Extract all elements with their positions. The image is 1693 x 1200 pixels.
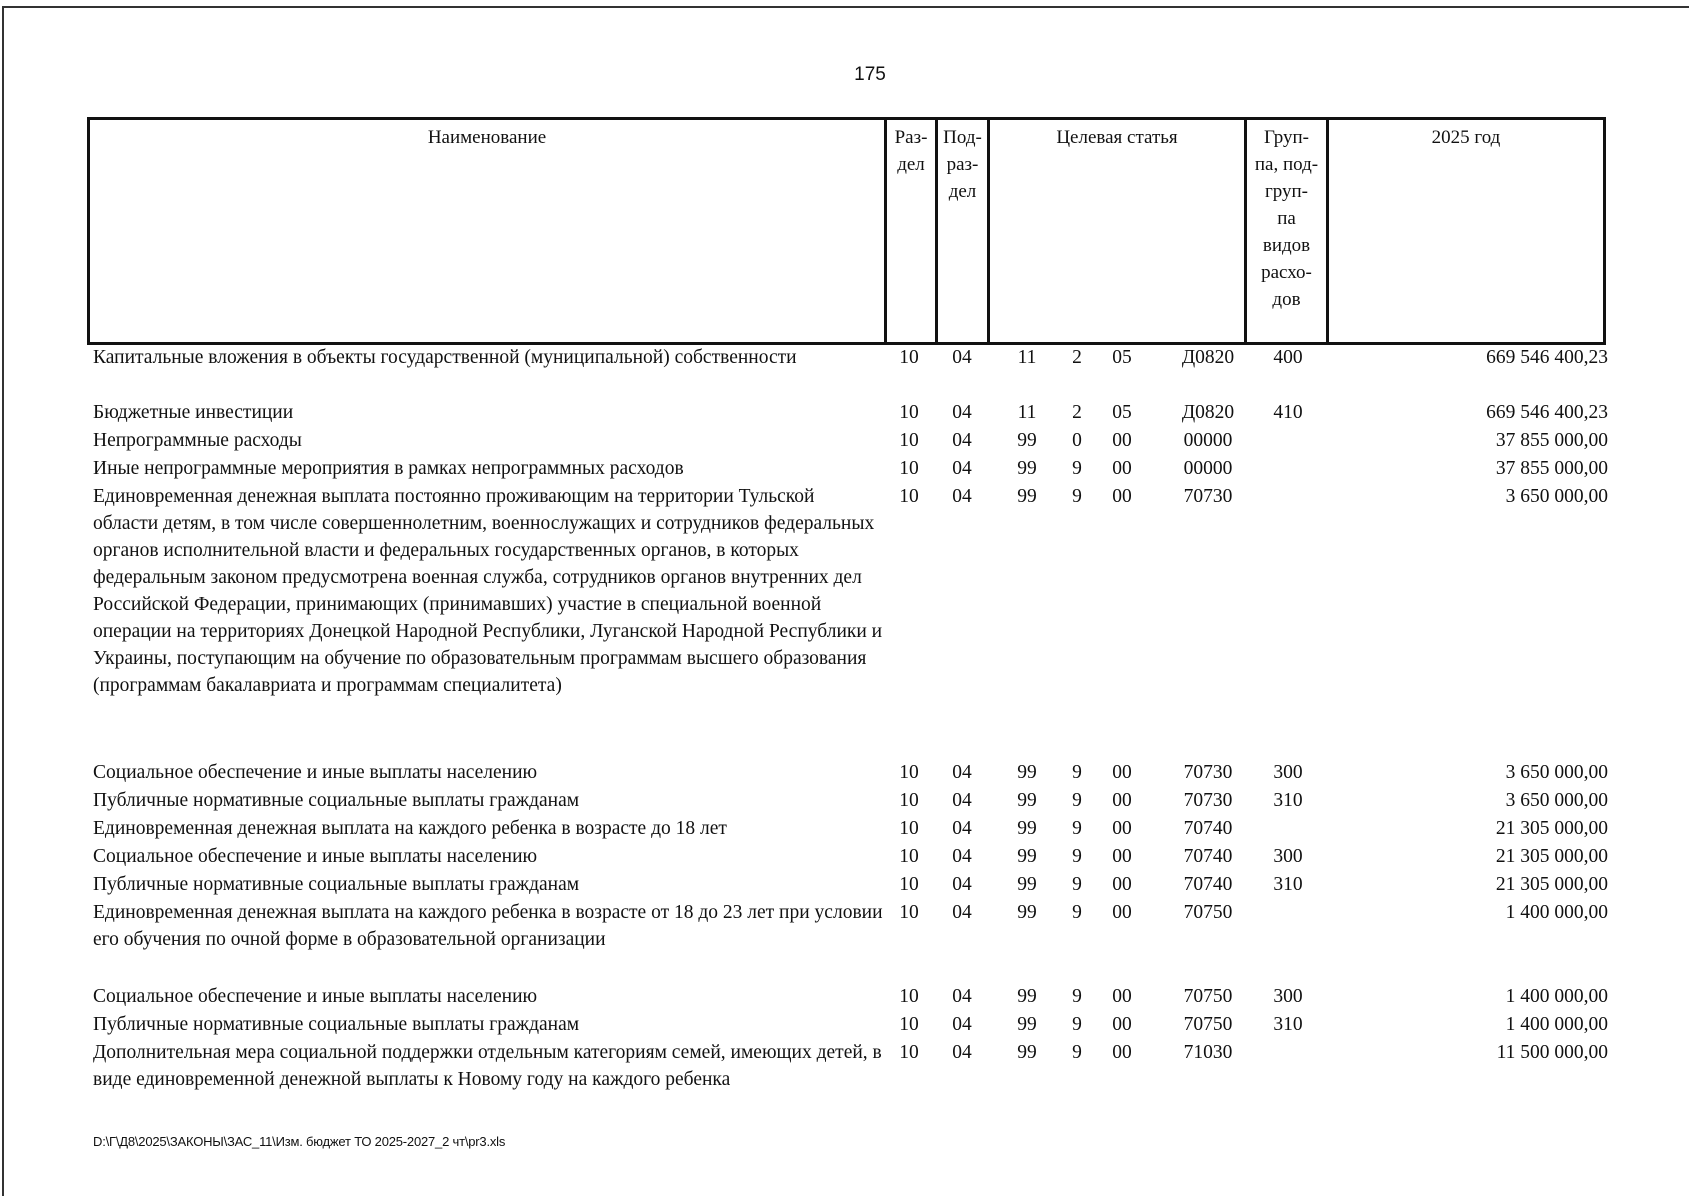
cell-podrazdel: 04 (952, 986, 972, 1007)
cell-podrazdel: 04 (952, 874, 972, 895)
cell-target-subprogram: 9 (1072, 486, 1082, 507)
cell-amount: 3 650 000,00 (1505, 790, 1608, 811)
cell-target-program: 99 (1017, 818, 1037, 839)
cell-podrazdel: 04 (952, 1042, 972, 1063)
cell-target-program: 99 (1017, 790, 1037, 811)
cell-target-program: 99 (1017, 430, 1037, 451)
cell-target-event: 05 (1112, 402, 1132, 423)
cell-group: 300 (1273, 846, 1303, 867)
cell-name: Публичные нормативные социальные выплаты гражданам (93, 874, 580, 895)
cell-podrazdel: 04 (952, 486, 972, 507)
cell-target-direction: Д0820 (1181, 347, 1235, 368)
cell-group: 310 (1273, 1014, 1303, 1035)
cell-razdel: 10 (899, 1042, 919, 1063)
cell-target-subprogram: 9 (1072, 790, 1082, 811)
cell-name: Социальное обеспечение и иные выплаты населению (93, 986, 538, 1007)
cell-target-subprogram: 9 (1072, 902, 1082, 923)
cell-podrazdel: 04 (952, 790, 972, 811)
cell-target-direction: 00000 (1183, 458, 1233, 479)
cell-target-direction: 70730 (1183, 486, 1233, 507)
header-name: Наименование (90, 120, 887, 342)
cell-target-direction: 71030 (1183, 1042, 1233, 1063)
cell-name: Публичные нормативные социальные выплаты гражданам (93, 790, 580, 811)
cell-name: Иные непрограммные мероприятия в рамках непрограммных расходов (93, 458, 684, 479)
cell-target-direction: 70740 (1183, 818, 1233, 839)
cell-target-program: 99 (1017, 762, 1037, 783)
cell-target-event: 00 (1112, 986, 1132, 1007)
cell-target-program: 99 (1017, 874, 1037, 895)
cell-target-direction: 70750 (1183, 902, 1233, 923)
cell-razdel: 10 (899, 874, 919, 895)
page-number: 175 (854, 64, 886, 85)
cell-target-subprogram: 9 (1072, 1042, 1082, 1063)
cell-target-program: 99 (1017, 1014, 1037, 1035)
cell-target-event: 00 (1112, 874, 1132, 895)
cell-target-subprogram: 2 (1072, 402, 1082, 423)
cell-amount: 21 305 000,00 (1495, 874, 1608, 895)
cell-name: Дополнительная мера социальной поддержки отдельным категориям семей, имеющих детей, в виде единовременной денежной выплаты к Новому году на каждого ребенка (93, 1042, 882, 1090)
cell-group: 400 (1273, 347, 1303, 368)
cell-target-program: 99 (1017, 458, 1037, 479)
header-year: 2025 год (1431, 127, 1501, 148)
cell-razdel: 10 (899, 486, 919, 507)
cell-name: Капитальные вложения в объекты государственной (муниципальной) собственности (93, 347, 797, 368)
cell-target-event: 00 (1112, 902, 1132, 923)
cell-group: 300 (1273, 986, 1303, 1007)
cell-name: Единовременная денежная выплата постоянно проживающим на территории Тульской области детям, в том числе совершеннолетним, военнослужащих и сотрудников федеральных органов исполнительной власти и федеральных государственных органов, в которых федеральным законом предусмотрена военная служба, сотрудников органов внутренних дел Российской Федерации, принимающих (принимавших) участие в специальной военной операции на территориях Донецкой Народной Республики, Луганской Народной Республики и Украины, поступающим на обучение по образовательным программам высшего образования (программам бакалавриата и программам специалитета) (93, 486, 883, 696)
cell-target-direction: 70740 (1183, 846, 1233, 867)
cell-amount: 37 855 000,00 (1495, 430, 1608, 451)
cell-target-subprogram: 9 (1072, 1014, 1082, 1035)
cell-amount: 3 650 000,00 (1505, 762, 1608, 783)
cell-podrazdel: 04 (952, 458, 972, 479)
cell-target-program: 11 (1017, 347, 1037, 368)
cell-podrazdel: 04 (952, 402, 972, 423)
cell-podrazdel: 04 (952, 902, 972, 923)
cell-target-subprogram: 2 (1072, 347, 1082, 368)
cell-podrazdel: 04 (952, 762, 972, 783)
cell-group: 300 (1273, 762, 1303, 783)
cell-target-subprogram: 9 (1072, 458, 1082, 479)
cell-target-direction: 70730 (1183, 790, 1233, 811)
cell-name: Публичные нормативные социальные выплаты гражданам (93, 1014, 580, 1035)
cell-target-event: 00 (1112, 846, 1132, 867)
cell-razdel: 10 (899, 818, 919, 839)
cell-target-program: 99 (1017, 1042, 1037, 1063)
cell-target-event: 00 (1112, 790, 1132, 811)
header-podrazdel: Под- раз- дел (938, 120, 990, 342)
cell-group: 410 (1273, 402, 1303, 423)
cell-name: Бюджетные инвестиции (93, 402, 294, 423)
cell-name: Социальное обеспечение и иные выплаты населению (93, 846, 538, 867)
cell-target-program: 11 (1017, 402, 1037, 423)
cell-target-subprogram: 9 (1072, 818, 1082, 839)
cell-razdel: 10 (899, 902, 919, 923)
cell-name: Непрограммные расходы (93, 430, 302, 451)
cell-razdel: 10 (899, 846, 919, 867)
cell-target-direction: 70750 (1183, 1014, 1233, 1035)
cell-razdel: 10 (899, 790, 919, 811)
header-group: Груп- па, под- груп- па видов расхо- дов (1247, 120, 1329, 342)
cell-name: Единовременная денежная выплата на каждого ребенка в возрасте от 18 до 23 лет при условии его обучения по очной форме в образовательной организации (93, 902, 883, 950)
cell-razdel: 10 (899, 430, 919, 451)
cell-amount: 3 650 000,00 (1505, 486, 1608, 507)
cell-razdel: 10 (899, 762, 919, 783)
cell-target-event: 00 (1112, 430, 1132, 451)
cell-podrazdel: 04 (952, 818, 972, 839)
cell-target-event: 00 (1112, 486, 1132, 507)
cell-amount: 37 855 000,00 (1495, 458, 1608, 479)
cell-name: Единовременная денежная выплата на каждого ребенка в возрасте до 18 лет (93, 818, 727, 839)
cell-target-subprogram: 9 (1072, 986, 1082, 1007)
cell-target-event: 00 (1112, 458, 1132, 479)
cell-amount: 669 546 400,23 (1486, 402, 1608, 423)
cell-razdel: 10 (899, 986, 919, 1007)
file-path-footer: D:\Г\Д8\2025\ЗАКОНЫ\ЗАС_11\Изм. бюджет ТО 2025-2027_2 чт\pr3.xls (93, 1134, 506, 1149)
cell-amount: 1 400 000,00 (1505, 902, 1608, 923)
header-razdel: Раз- дел (887, 120, 938, 342)
cell-target-program: 99 (1017, 902, 1037, 923)
cell-target-direction: 70740 (1183, 874, 1233, 895)
cell-amount: 11 500 000,00 (1496, 1042, 1608, 1063)
cell-target-event: 05 (1112, 347, 1132, 368)
cell-target-direction: 70750 (1183, 986, 1233, 1007)
cell-target-subprogram: 9 (1072, 762, 1082, 783)
cell-amount: 1 400 000,00 (1505, 986, 1608, 1007)
cell-target-direction: Д0820 (1181, 402, 1235, 423)
cell-target-direction: 00000 (1183, 430, 1233, 451)
cell-name: Социальное обеспечение и иные выплаты населению (93, 762, 538, 783)
cell-target-subprogram: 0 (1072, 430, 1082, 451)
cell-target-program: 99 (1017, 846, 1037, 867)
cell-target-subprogram: 9 (1072, 846, 1082, 867)
cell-razdel: 10 (899, 347, 919, 368)
cell-amount: 669 546 400,23 (1486, 347, 1608, 368)
cell-amount: 21 305 000,00 (1495, 818, 1608, 839)
cell-target-event: 00 (1112, 762, 1132, 783)
cell-amount: 1 400 000,00 (1505, 1014, 1608, 1035)
cell-target-event: 00 (1112, 1014, 1132, 1035)
cell-target-program: 99 (1017, 986, 1037, 1007)
cell-razdel: 10 (899, 1014, 919, 1035)
cell-razdel: 10 (899, 402, 919, 423)
cell-target-direction: 70730 (1183, 762, 1233, 783)
cell-target-subprogram: 9 (1072, 874, 1082, 895)
cell-amount: 21 305 000,00 (1495, 846, 1608, 867)
cell-target-event: 00 (1112, 818, 1132, 839)
cell-target-event: 00 (1112, 1042, 1132, 1063)
header-target: Целевая статья (990, 120, 1247, 342)
cell-group: 310 (1273, 790, 1303, 811)
cell-group: 310 (1273, 874, 1303, 895)
cell-target-program: 99 (1017, 486, 1037, 507)
cell-podrazdel: 04 (952, 430, 972, 451)
table-header (87, 117, 1606, 345)
cell-podrazdel: 04 (952, 1014, 972, 1035)
cell-podrazdel: 04 (952, 846, 972, 867)
cell-razdel: 10 (899, 458, 919, 479)
cell-podrazdel: 04 (952, 347, 972, 368)
